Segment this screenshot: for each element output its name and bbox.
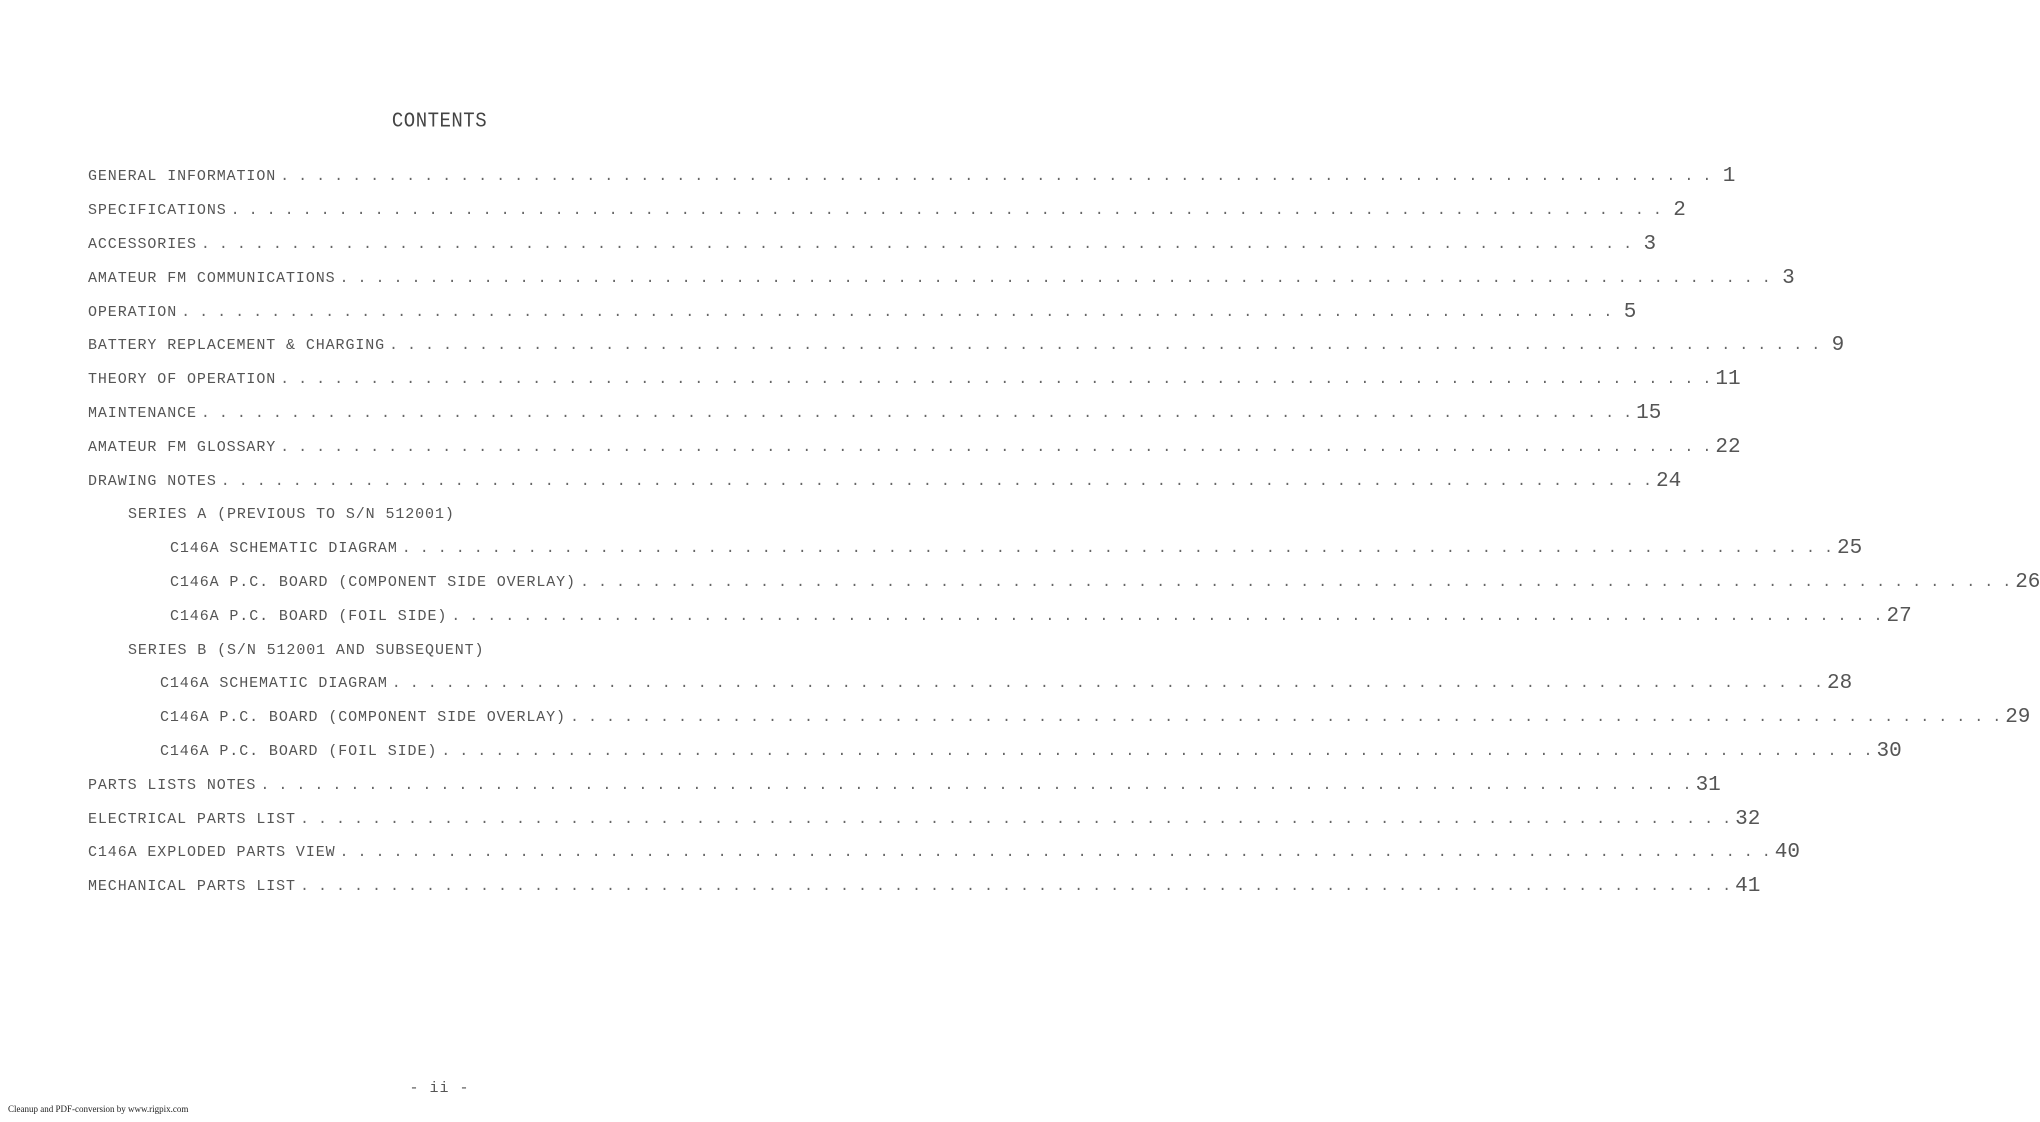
toc-entry[interactable]	[88, 295, 1637, 329]
toc-entry-label: GENERAL INFORMATION	[88, 168, 277, 186]
toc-entry[interactable]	[88, 633, 768, 667]
toc-entry-page: 31	[1695, 773, 1721, 797]
dot-leader: . . . . . . . . . . . . . . . . . . . . . . . . . . . . . . . . . . . . . . . . . . . . . . . . . . . . . . . . . . . . . . . . . . . . . . . . . . . . . . . .	[220, 472, 1652, 490]
toc-entry-label: AMATEUR FM COMMUNICATIONS	[88, 269, 336, 287]
toc-entry[interactable]	[88, 464, 1682, 498]
toc-entry-label: C146A SCHEMATIC DIAGRAM	[170, 540, 398, 558]
toc-entry-label: PARTS LISTS NOTES	[88, 776, 257, 794]
toc-entry-page: 1	[1722, 165, 1736, 189]
table-of-contents	[88, 160, 2040, 904]
dot-leader: . . . . . . . . . . . . . . . . . . . . . . . . . . . . . . . . . . . . . . . . . . . . . . . . . . . . . . . . . . . . . . . . . . . . . . . . . . . . . . . .	[260, 776, 1692, 794]
toc-entry-page: 5	[1623, 300, 1637, 324]
toc-entry[interactable]	[88, 599, 1912, 633]
toc-entry-page: 29	[2005, 706, 2031, 730]
toc-entry-label: SPECIFICATIONS	[88, 202, 227, 220]
toc-entry-label: DRAWING NOTES	[88, 472, 217, 490]
toc-entry-page: 30	[1876, 739, 1902, 763]
toc-entry-page: 26	[2015, 570, 2040, 594]
toc-entry-page: 2	[1673, 199, 1686, 223]
toc-entry-label: ELECTRICAL PARTS LIST	[88, 810, 296, 828]
toc-entry[interactable]	[88, 735, 1902, 769]
page-title: CONTENTS	[391, 108, 488, 134]
dot-leader: . . . . . . . . . . . . . . . . . . . . . . . . . . . . . . . . . . . . . . . . . . . . . . . . . . . . . . . . . . . . . . . . . . . . . . . . . . . . . . . .	[451, 607, 1883, 625]
toc-entry-label: SERIES B (S/N 512001 AND SUBSEQUENT)	[128, 641, 485, 659]
toc-entry-page: 3	[1782, 266, 1795, 290]
toc-entry[interactable]	[88, 802, 1761, 836]
dot-leader: . . . . . . . . . . . . . . . . . . . . . . . . . . . . . . . . . . . . . . . . . . . . . . . . . . . . . . . . . . . . . . . . . . . . . . . . . . . . . . . .	[299, 878, 1732, 896]
dot-leader: . . . . . . . . . . . . . . . . . . . . . . . . . . . . . . . . . . . . . . . . . . . . . . . . . . . . . . . . . . . . . . . . . . . . . . . . . . . . . . . .	[181, 303, 1613, 321]
toc-entry-page: 28	[1826, 672, 1853, 696]
dot-leader: . . . . . . . . . . . . . . . . . . . . . . . . . . . . . . . . . . . . . . . . . . . . . . . . . . . . . . . . . . . . . . . . . . . . . . . . . . . . . . . .	[299, 810, 1732, 828]
toc-entry[interactable]	[88, 261, 1795, 295]
toc-entry[interactable]	[88, 701, 2031, 735]
toc-entry[interactable]	[88, 228, 1657, 262]
dot-leader: . . . . . . . . . . . . . . . . . . . . . . . . . . . . . . . . . . . . . . . . . . . . . . . . . . . . . . . . . . . . . . . . . . . . . . . . . . . . . . . .	[569, 709, 2002, 727]
toc-entry-label: C146A P.C. BOARD (FOIL SIDE)	[160, 742, 438, 760]
dot-leader: . . . . . . . . . . . . . . . . . . . . . . . . . . . . . . . . . . . . . . . . . . . . . . . . . . . . . . . . . . . . . . . . . . . . . . . . . . . . . . . .	[401, 540, 1833, 558]
toc-entry-page: 32	[1735, 807, 1761, 831]
toc-entry[interactable]	[88, 498, 768, 532]
toc-entry-label: AMATEUR FM GLOSSARY	[88, 438, 277, 456]
toc-entry-page: 25	[1836, 537, 1863, 561]
toc-entry-page: 9	[1831, 334, 1845, 358]
toc-entry-label: BATTERY REPLACEMENT & CHARGING	[88, 337, 386, 355]
dot-leader: . . . . . . . . . . . . . . . . . . . . . . . . . . . . . . . . . . . . . . . . . . . . . . . . . . . . . . . . . . . . . . . . . . . . . . . . . . . . . . . .	[339, 844, 1771, 862]
toc-entry[interactable]	[88, 836, 1800, 870]
toc-entry-page: 11	[1715, 368, 1741, 392]
toc-entry-label: MAINTENANCE	[88, 404, 197, 422]
toc-entry-label: C146A P.C. BOARD (COMPONENT SIDE OVERLAY)	[170, 573, 576, 591]
dot-leader: . . . . . . . . . . . . . . . . . . . . . . . . . . . . . . . . . . . . . . . . . . . . . . . . . . . . . . . . . . . . . . . . . . . . . . . . . . . . . . . .	[579, 573, 2012, 591]
toc-entry-label: C146A EXPLODED PARTS VIEW	[88, 844, 336, 862]
dot-leader: . . . . . . . . . . . . . . . . . . . . . . . . . . . . . . . . . . . . . . . . . . . . . . . . . . . . . . . . . . . . . . . . . . . . . . . . . . . . . . . .	[391, 675, 1823, 693]
toc-entry[interactable]	[88, 870, 1761, 904]
toc-entry[interactable]	[88, 430, 1741, 464]
toc-entry-label: ACCESSORIES	[88, 235, 197, 253]
toc-entry-label: OPERATION	[88, 303, 178, 321]
toc-entry[interactable]	[88, 532, 1863, 566]
dot-leader: . . . . . . . . . . . . . . . . . . . . . . . . . . . . . . . . . . . . . . . . . . . . . . . . . . . . . . . . . . . . . . . . . . . . . . . . . . . . . . . .	[230, 202, 1662, 220]
toc-entry[interactable]	[88, 329, 1845, 363]
toc-entry[interactable]	[88, 160, 1736, 194]
toc-entry-page: 22	[1715, 435, 1741, 459]
dot-leader: . . . . . . . . . . . . . . . . . . . . . . . . . . . . . . . . . . . . . . . . . . . . . . . . . . . . . . . . . . . . . . . . . . . . . . . . . . . . . . . .	[200, 404, 1633, 422]
toc-entry-page: 41	[1735, 875, 1761, 899]
toc-entry[interactable]	[88, 667, 1853, 701]
toc-entry[interactable]	[88, 363, 1741, 397]
toc-entry-page: 15	[1636, 401, 1662, 425]
dot-leader: . . . . . . . . . . . . . . . . . . . . . . . . . . . . . . . . . . . . . . . . . . . . . . . . . . . . . . . . . . . . . . . . . . . . . . . . . . . . . . . .	[280, 438, 1712, 456]
toc-entry-label: C146A SCHEMATIC DIAGRAM	[160, 675, 388, 693]
dot-leader: . . . . . . . . . . . . . . . . . . . . . . . . . . . . . . . . . . . . . . . . . . . . . . . . . . . . . . . . . . . . . . . . . . . . . . . . . . . . . . . .	[200, 235, 1633, 253]
toc-entry[interactable]	[88, 768, 1721, 802]
toc-entry[interactable]	[88, 566, 2040, 600]
toc-entry-page: 3	[1643, 232, 1657, 256]
page-number-footer: - ii -	[409, 1080, 470, 1097]
toc-entry-label: MECHANICAL PARTS LIST	[88, 878, 296, 896]
toc-entry-page: 27	[1886, 604, 1912, 628]
toc-entry-label: C146A P.C. BOARD (FOIL SIDE)	[170, 607, 448, 625]
toc-entry-label: THEORY OF OPERATION	[88, 371, 277, 389]
toc-entry[interactable]	[88, 194, 1686, 228]
toc-entry-label: SERIES A (PREVIOUS TO S/N 512001)	[128, 506, 455, 524]
credit-text: Cleanup and PDF-conversion by www.rigpix.com	[8, 1104, 189, 1114]
toc-entry-page: 40	[1774, 841, 1800, 865]
dot-leader: . . . . . . . . . . . . . . . . . . . . . . . . . . . . . . . . . . . . . . . . . . . . . . . . . . . . . . . . . . . . . . . . . . . . . . . . . . . . . . . .	[441, 742, 1873, 760]
dot-leader: . . . . . . . . . . . . . . . . . . . . . . . . . . . . . . . . . . . . . . . . . . . . . . . . . . . . . . . . . . . . . . . . . . . . . . . . . . . . . . . .	[280, 168, 1712, 186]
dot-leader: . . . . . . . . . . . . . . . . . . . . . . . . . . . . . . . . . . . . . . . . . . . . . . . . . . . . . . . . . . . . . . . . . . . . . . . . . . . . . . . .	[339, 269, 1771, 287]
toc-entry[interactable]	[88, 397, 1662, 431]
toc-entry-label: C146A P.C. BOARD (COMPONENT SIDE OVERLAY)	[160, 709, 566, 727]
dot-leader: . . . . . . . . . . . . . . . . . . . . . . . . . . . . . . . . . . . . . . . . . . . . . . . . . . . . . . . . . . . . . . . . . . . . . . . . . . . . . . . .	[280, 371, 1712, 389]
toc-entry-page: 24	[1655, 469, 1682, 493]
dot-leader: . . . . . . . . . . . . . . . . . . . . . . . . . . . . . . . . . . . . . . . . . . . . . . . . . . . . . . . . . . . . . . . . . . . . . . . . . . . . . . . .	[389, 337, 1821, 355]
